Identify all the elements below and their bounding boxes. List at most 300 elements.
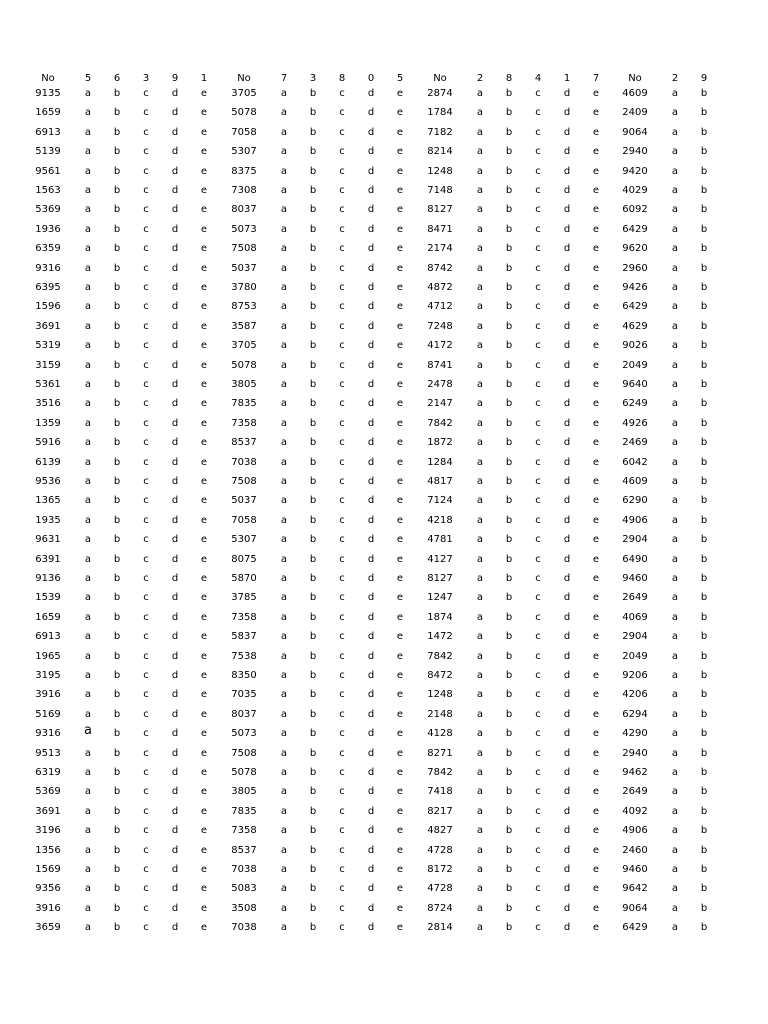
choice-a: a [84,359,92,371]
choice-d: d [367,495,375,507]
row-number: 9536 [35,476,61,487]
choice-d: d [563,514,571,526]
row-number: 4128 [427,728,453,740]
choice-b: b [113,146,121,158]
row-number: 4172 [427,340,453,352]
choice-d: d [563,592,571,604]
choice-a: a [671,359,679,371]
choice-c: c [339,88,345,99]
choice-e: e [592,922,600,934]
row-number: 8724 [427,902,453,914]
choice-d: d [563,437,571,449]
choice-a: a [476,437,484,449]
choice-b: b [309,379,317,390]
choice-d: d [367,631,375,643]
choice-b: b [309,767,317,778]
choice-d: d [171,553,179,565]
choice-a: a [280,379,288,390]
choice-b: b [505,398,513,410]
choice-e: e [200,320,208,332]
choice-b: b [700,301,708,313]
choice-e: e [396,611,404,623]
choice-b: b [505,670,513,681]
row-number: 4069 [622,611,648,623]
row-number: 7058 [231,126,257,138]
choice-d: d [171,844,179,856]
choice-d: d [367,844,375,856]
choice-b: b [309,844,317,856]
row-number: 9513 [35,747,61,759]
choice-b: b [700,495,708,507]
choice-b: b [700,359,708,371]
choice-b: b [309,107,317,119]
choice-a: a [476,553,484,565]
choice-a: a [476,708,484,720]
choice-a: a [476,534,484,546]
choice-b: b [113,282,121,293]
choice-b: b [113,864,121,875]
choice-d: d [171,689,179,701]
choice-a: a [84,534,92,546]
choice-a: a [280,767,288,778]
row-number: 5073 [231,223,257,235]
choice-c: c [339,767,345,778]
choice-b: b [700,747,708,759]
choice-a: a [671,786,679,798]
choice-b: b [309,476,317,487]
choice-a: a [280,359,288,371]
row-number: 1365 [35,495,61,507]
choice-e: e [200,864,208,875]
row-number: 1569 [35,864,61,875]
choice-b: b [505,573,513,584]
row-number: 4206 [622,689,648,701]
row-number: 1936 [35,223,61,235]
choice-a: a [280,282,288,293]
choice-d: d [563,165,571,177]
choice-b: b [505,902,513,914]
choice-c: c [339,437,345,449]
choice-c: c [339,476,345,487]
choice-d: d [367,243,375,255]
choice-a: a [671,476,679,487]
choice-a: a [671,825,679,837]
choice-b: b [309,650,317,662]
choice-c: c [143,301,149,313]
choice-b: b [113,922,121,934]
choice-c: c [535,514,541,526]
choice-d: d [171,476,179,487]
choice-d: d [171,670,179,681]
column-header: 5 [396,73,404,84]
choice-e: e [200,670,208,681]
choice-e: e [592,650,600,662]
choice-c: c [339,301,345,313]
choice-a: a [280,670,288,681]
choice-a: a [280,611,288,623]
choice-b: b [113,262,121,274]
choice-e: e [200,786,208,798]
choice-d: d [171,223,179,235]
choice-b: b [700,631,708,643]
choice-b: b [113,573,121,584]
choice-a: a [476,495,484,507]
choice-e: e [396,767,404,778]
choice-a: a [476,864,484,875]
choice-e: e [200,767,208,778]
choice-a: a [476,747,484,759]
choice-e: e [592,88,600,99]
choice-c: c [339,592,345,604]
choice-e: e [592,864,600,875]
choice-c: c [143,456,149,468]
choice-c: c [143,282,149,293]
choice-b: b [309,825,317,837]
row-number: 5319 [35,340,61,352]
choice-a: a [671,243,679,255]
row-number: 1539 [35,592,61,604]
choice-e: e [396,262,404,274]
row-number: 8375 [231,165,257,177]
choice-d: d [367,708,375,720]
choice-a: a [671,611,679,623]
choice-c: c [535,223,541,235]
choice-b: b [309,456,317,468]
choice-d: d [367,592,375,604]
choice-e: e [396,592,404,604]
choice-b: b [505,379,513,390]
column-header: 7 [280,73,288,84]
choice-d: d [563,728,571,740]
choice-e: e [396,340,404,352]
choice-a: a [280,476,288,487]
row-number: 7358 [231,417,257,429]
choice-e: e [396,146,404,158]
choice-b: b [505,592,513,604]
row-number: 1472 [427,631,453,643]
row-number: 9064 [622,126,648,138]
choice-b: b [113,437,121,449]
choice-e: e [200,844,208,856]
choice-c: c [535,611,541,623]
choice-e: e [200,708,208,720]
row-number: 5037 [231,495,257,507]
choice-d: d [171,864,179,875]
choice-e: e [200,165,208,177]
row-number: 9206 [622,670,648,681]
choice-a: a [476,243,484,255]
choice-a: a [476,767,484,778]
choice-b: b [700,379,708,390]
choice-e: e [200,359,208,371]
choice-a: a [476,476,484,487]
choice-d: d [367,534,375,546]
choice-b: b [700,398,708,410]
choice-e: e [396,320,404,332]
choice-d: d [171,398,179,410]
column-header: 3 [142,73,150,84]
row-number: 8537 [231,844,257,856]
choice-a: a [671,437,679,449]
choice-d: d [563,922,571,934]
choice-d: d [563,786,571,798]
row-number: 7058 [231,514,257,526]
choice-a: a [671,379,679,390]
choice-a: a [84,767,92,778]
choice-c: c [535,282,541,293]
row-number: 6395 [35,282,61,293]
choice-a: a [280,650,288,662]
row-number: 5078 [231,767,257,778]
choice-a: a [84,864,92,875]
choice-a: a [671,340,679,352]
choice-a: a [84,185,92,196]
choice-d: d [171,611,179,623]
choice-b: b [113,204,121,216]
choice-b: b [113,670,121,681]
row-number: 8741 [427,359,453,371]
choice-c: c [535,398,541,410]
choice-d: d [171,204,179,216]
choice-d: d [367,262,375,274]
choice-d: d [171,417,179,429]
column-header: 9 [700,73,708,84]
choice-c: c [339,126,345,138]
choice-a: a [671,592,679,604]
choice-a: a [84,340,92,352]
choice-e: e [396,301,404,313]
choice-c: c [339,553,345,565]
choice-e: e [396,902,404,914]
choice-e: e [396,514,404,526]
row-number: 8350 [231,670,257,681]
choice-c: c [143,747,149,759]
choice-b: b [505,359,513,371]
choice-c: c [339,417,345,429]
choice-a: a [671,573,679,584]
choice-e: e [592,223,600,235]
row-number: 4609 [622,88,648,99]
choice-c: c [339,786,345,798]
choice-d: d [367,340,375,352]
row-number: 8075 [231,553,257,565]
choice-a: a [476,883,484,895]
choice-e: e [592,262,600,274]
choice-b: b [113,379,121,390]
row-number: 1935 [35,514,61,526]
row-number: 1359 [35,417,61,429]
choice-c: c [339,631,345,643]
choice-e: e [592,786,600,798]
choice-d: d [563,708,571,720]
row-number: 2147 [427,398,453,410]
choice-b: b [505,864,513,875]
choice-a: a [671,398,679,410]
choice-a: a [280,534,288,546]
choice-c: c [339,864,345,875]
row-number: 2049 [622,359,648,371]
choice-c: c [339,456,345,468]
choice-a: a [84,320,92,332]
choice-a: a [280,514,288,526]
choice-a: a [84,844,92,856]
choice-c: c [339,107,345,119]
choice-a: a [84,825,92,837]
choice-b: b [700,670,708,681]
choice-c: c [535,185,541,196]
choice-a: a [84,146,92,158]
choice-e: e [592,340,600,352]
choice-c: c [143,359,149,371]
choice-d: d [367,204,375,216]
choice-a: a [671,534,679,546]
choice-a: a [476,592,484,604]
choice-b: b [505,728,513,740]
choice-a: a [84,631,92,643]
row-number: 5369 [35,786,61,798]
row-number: 3805 [231,786,257,798]
choice-d: d [563,864,571,875]
choice-d: d [367,825,375,837]
choice-d: d [171,126,179,138]
choice-a: a [476,573,484,584]
choice-c: c [535,573,541,584]
choice-a: a [671,650,679,662]
choice-d: d [563,359,571,371]
row-number: 2174 [427,243,453,255]
choice-b: b [309,185,317,196]
choice-b: b [700,883,708,895]
row-number: 1248 [427,689,453,701]
choice-b: b [505,883,513,895]
choice-c: c [339,534,345,546]
choice-b: b [505,417,513,429]
choice-b: b [505,805,513,817]
row-number: 7508 [231,747,257,759]
choice-d: d [563,747,571,759]
choice-b: b [309,262,317,274]
choice-b: b [113,126,121,138]
choice-a: a [671,262,679,274]
choice-e: e [200,825,208,837]
choice-a: a [476,320,484,332]
row-number: 9642 [622,883,648,895]
choice-c: c [143,243,149,255]
row-number: 8742 [427,262,453,274]
choice-b: b [505,165,513,177]
choice-e: e [200,126,208,138]
choice-b: b [700,728,708,740]
choice-d: d [171,301,179,313]
choice-d: d [367,805,375,817]
row-number: 6249 [622,398,648,410]
choice-d: d [563,767,571,778]
choice-d: d [171,631,179,643]
choice-b: b [700,340,708,352]
column-header: 0 [367,73,375,84]
choice-d: d [563,223,571,235]
choice-a: a [671,320,679,332]
choice-c: c [535,767,541,778]
row-number: 5037 [231,262,257,274]
choice-d: d [171,922,179,934]
choice-e: e [592,107,600,119]
choice-b: b [113,786,121,798]
choice-b: b [113,107,121,119]
choice-d: d [563,243,571,255]
choice-c: c [143,476,149,487]
choice-a: a [84,514,92,526]
row-number: 8271 [427,747,453,759]
row-number: 7035 [231,689,257,701]
choice-a: a [476,126,484,138]
choice-b: b [309,340,317,352]
choice-b: b [700,573,708,584]
choice-b: b [700,592,708,604]
choice-b: b [505,476,513,487]
choice-a: a [84,922,92,934]
choice-b: b [309,301,317,313]
row-number: 9460 [622,573,648,584]
choice-d: d [367,301,375,313]
choice-e: e [200,611,208,623]
choice-c: c [143,767,149,778]
choice-c: c [339,340,345,352]
choice-c: c [143,185,149,196]
choice-a: a [671,689,679,701]
no-header: No [628,73,642,84]
choice-b: b [700,146,708,158]
row-number: 5837 [231,631,257,643]
row-number: 3916 [35,902,61,914]
choice-e: e [396,223,404,235]
choice-e: e [200,223,208,235]
row-number: 1356 [35,844,61,856]
choice-b: b [700,320,708,332]
choice-b: b [505,767,513,778]
row-number: 7418 [427,786,453,798]
choice-e: e [200,534,208,546]
choice-d: d [171,185,179,196]
row-number: 9426 [622,282,648,293]
choice-a: a [671,223,679,235]
column-header: 5 [84,73,92,84]
choice-b: b [505,243,513,255]
choice-b: b [700,611,708,623]
choice-e: e [396,107,404,119]
row-number: 7124 [427,495,453,507]
choice-b: b [309,398,317,410]
row-number: 4629 [622,320,648,332]
choice-d: d [563,883,571,895]
choice-a: a [84,883,92,895]
choice-e: e [592,514,600,526]
choice-b: b [113,592,121,604]
choice-e: e [592,631,600,643]
choice-b: b [309,883,317,895]
choice-a: a [280,126,288,138]
choice-b: b [113,747,121,759]
choice-e: e [200,728,208,740]
choice-a: a [84,708,92,720]
choice-b: b [505,320,513,332]
choice-a: a [476,514,484,526]
choice-c: c [143,417,149,429]
choice-d: d [171,708,179,720]
choice-a: a [671,631,679,643]
choice-b: b [505,747,513,759]
choice-b: b [113,165,121,177]
